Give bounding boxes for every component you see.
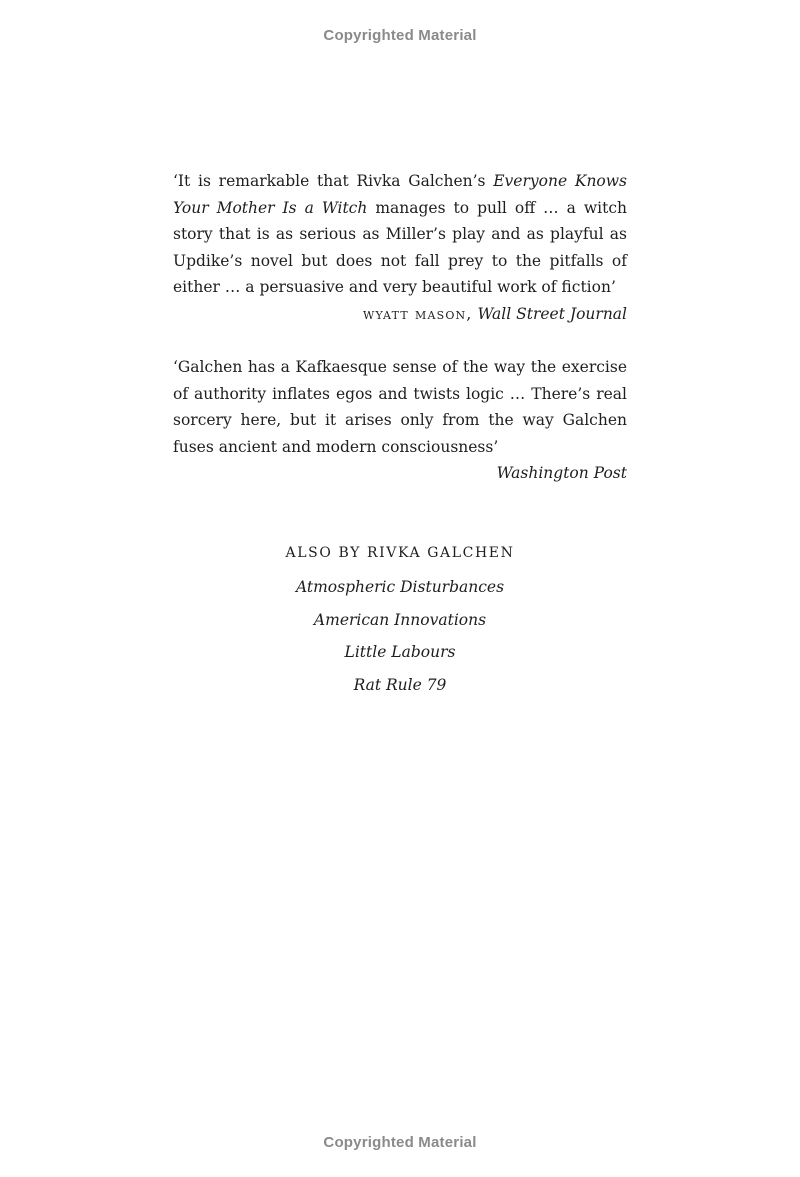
review-1-text-after: manages to pull off … a witch story that is as serious as Miller’s play and as playful as Updike’s novel but does not fall prey to the pitfalls of either … a persuasive and very beautiful work of fiction’ [173, 198, 627, 297]
also-by-section [0, 543, 800, 701]
review-2-text: ‘Galchen has a Kafkaesque sense of the way the exercise of authority inflates egos and twists logic … There’s real sorcery here, but it arises only from the way Galchen fuses ancient and modern consciousness’ [173, 358, 627, 456]
book-title: American Innovations [313, 610, 487, 629]
review-2-publication: Washington Post [496, 464, 627, 483]
review-1-book-title: Everyone Knows Your Mother Is a Witch [173, 172, 627, 217]
review-1-text-before: ‘It is remarkable that Rivka Galchen’s [173, 172, 494, 190]
book-title: Rat Rule 79 [353, 675, 447, 694]
review-1-publication: Wall Street Journal [477, 305, 627, 323]
review-1-attribution [173, 301, 627, 327]
watermark-bottom: Copyrighted Material [323, 1134, 477, 1151]
also-by-heading: ALSO BY RIVKA GALCHEN [285, 545, 515, 561]
book-title: Little Labours [344, 643, 456, 661]
watermark-top: Copyrighted Material [323, 27, 477, 44]
review-1-author: wyatt mason, [362, 305, 473, 323]
review-quote-2 [173, 354, 627, 487]
book-title: Atmospheric Disturbances [295, 578, 505, 596]
review-quote-1 [173, 168, 627, 301]
